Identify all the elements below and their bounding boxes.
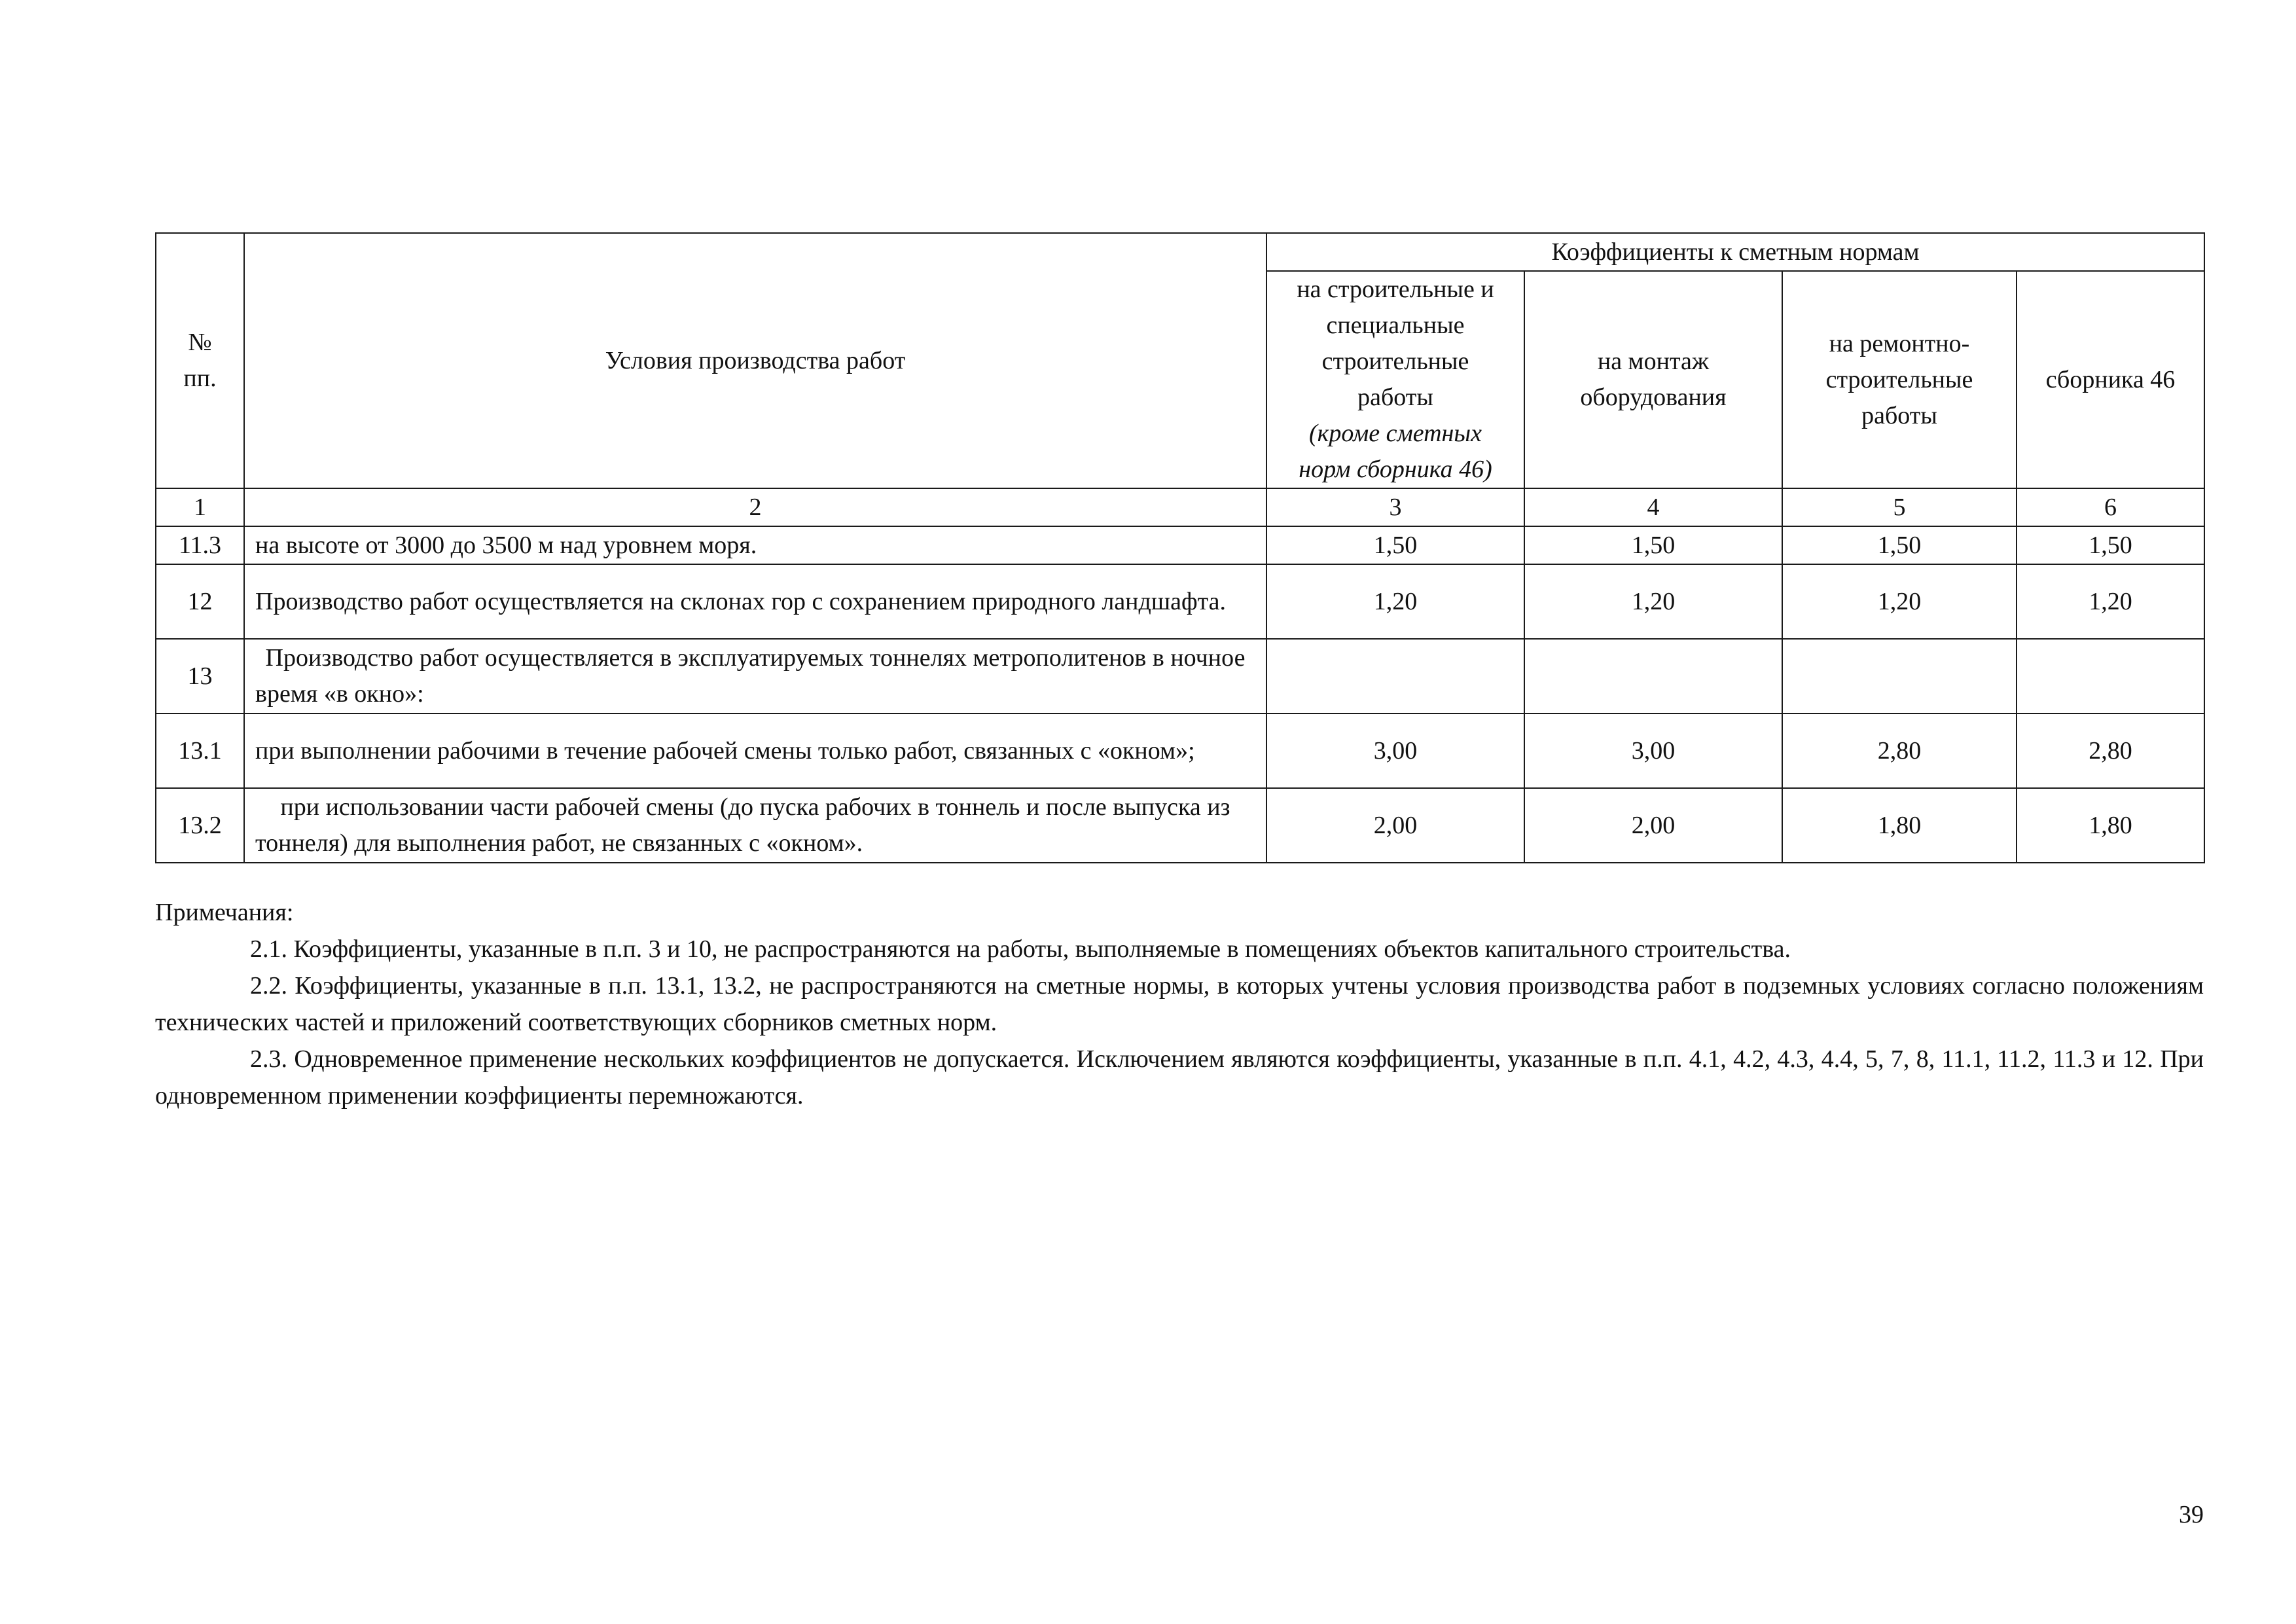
column-number: 2 bbox=[244, 488, 1266, 526]
header-num-line1: № bbox=[188, 329, 212, 356]
row-number: 12 bbox=[156, 564, 244, 639]
row-number: 13.1 bbox=[156, 713, 244, 788]
row-value: 1,50 bbox=[1782, 526, 2017, 564]
row-value: 1,20 bbox=[1782, 564, 2017, 639]
table-row bbox=[156, 564, 2204, 639]
row-condition: при использовании части рабочей смены (до пуска рабочих в тоннель и после выпуска из тоннеля) для выполнения работ, не связанных с «окном». bbox=[244, 788, 1266, 863]
header-col5-line: работы bbox=[1861, 401, 1937, 429]
row-value: 1,50 bbox=[1524, 526, 1782, 564]
header-col3-note: норм сборника 46) bbox=[1299, 456, 1492, 483]
header-col4 bbox=[1524, 271, 1782, 488]
row-value: 1,20 bbox=[1266, 564, 1524, 639]
row-value: 3,00 bbox=[1266, 713, 1524, 788]
row-value: 1,20 bbox=[2017, 564, 2204, 639]
column-number: 3 bbox=[1266, 488, 1524, 526]
header-num bbox=[156, 233, 244, 488]
row-value: 2,80 bbox=[1782, 713, 2017, 788]
row-value: 2,80 bbox=[2017, 713, 2204, 788]
header-num-line2: пп. bbox=[183, 365, 217, 392]
row-condition: при выполнении рабочими в течение рабочей смены только работ, связанных с «окном»; bbox=[244, 713, 1266, 788]
header-col4-line: на монтаж bbox=[1597, 348, 1710, 375]
header-col5-line: строительные bbox=[1825, 365, 1973, 393]
header-col3-line: строительные bbox=[1321, 348, 1469, 375]
row-condition: на высоте от 3000 до 3500 м над уровнем моря. bbox=[244, 526, 1266, 564]
row-value: 3,00 bbox=[1524, 713, 1782, 788]
row-value: 1,50 bbox=[2017, 526, 2204, 564]
row-number: 13 bbox=[156, 639, 244, 713]
table-row bbox=[156, 639, 2204, 713]
row-value: 1,20 bbox=[1524, 564, 1782, 639]
row-value bbox=[2017, 639, 2204, 713]
row-value bbox=[1782, 639, 2017, 713]
row-value: 2,00 bbox=[1524, 788, 1782, 863]
note-item: 2.2. Коэффициенты, указанные в п.п. 13.1, 13.2, не распространяются на сметные нормы, в которых учтены условия производства работ в подземных условиях согласно положениям технических частей и приложений соответствующих сборников сметных норм. bbox=[155, 972, 2204, 1036]
page-number: 39 bbox=[2179, 1501, 2204, 1528]
header-conditions: Условия производства работ bbox=[244, 233, 1266, 488]
header-col3 bbox=[1266, 271, 1524, 488]
table-row bbox=[156, 713, 2204, 788]
row-value: 1,50 bbox=[1266, 526, 1524, 564]
header-col3-note: (кроме сметных bbox=[1309, 420, 1482, 447]
row-condition: Производство работ осуществляется на склонах гор с сохранением природного ландшафта. bbox=[244, 564, 1266, 639]
row-value: 1,80 bbox=[2017, 788, 2204, 863]
table-header-row bbox=[156, 233, 2204, 271]
row-value: 1,80 bbox=[1782, 788, 2017, 863]
table-row bbox=[156, 788, 2204, 863]
column-number: 4 bbox=[1524, 488, 1782, 526]
note-item: 2.1. Коэффициенты, указанные в п.п. 3 и 10, не распространяются на работы, выполняемые в помещениях объектов капитального строительства. bbox=[250, 935, 1791, 963]
column-number: 1 bbox=[156, 488, 244, 526]
header-col5-line: на ремонтно- bbox=[1829, 329, 1970, 357]
header-coefficients-group: Коэффициенты к сметным нормам bbox=[1266, 233, 2204, 271]
header-col4-line: оборудования bbox=[1580, 384, 1727, 411]
notes-title: Примечания: bbox=[155, 899, 294, 926]
row-value bbox=[1266, 639, 1524, 713]
header-col3-line: работы bbox=[1357, 384, 1433, 411]
notes-section bbox=[155, 894, 2204, 1114]
row-value bbox=[1524, 639, 1782, 713]
column-numbers-row bbox=[156, 488, 2204, 526]
coefficients-table bbox=[155, 232, 2205, 863]
row-number: 11.3 bbox=[156, 526, 244, 564]
column-number: 5 bbox=[1782, 488, 2017, 526]
table-row bbox=[156, 526, 2204, 564]
header-col3-line: на строительные и bbox=[1297, 276, 1494, 303]
row-number: 13.2 bbox=[156, 788, 244, 863]
row-condition: Производство работ осуществляется в эксплуатируемых тоннелях метрополитенов в ночное время «в окно»: bbox=[244, 639, 1266, 713]
note-item: 2.3. Одновременное применение нескольких коэффициентов не допускается. Исключением являются коэффициенты, указанные в п.п. 4.1, 4.2, 4.3, 4.4, 5, 7, 8, 11.1, 11.2, 11.3 и 12. При одновременном применении коэффициенты перемножаются. bbox=[155, 1045, 2204, 1110]
column-number: 6 bbox=[2017, 488, 2204, 526]
row-value: 2,00 bbox=[1266, 788, 1524, 863]
header-col5 bbox=[1782, 271, 2017, 488]
header-col3-line: специальные bbox=[1326, 312, 1465, 339]
header-col6: сборника 46 bbox=[2017, 271, 2204, 488]
